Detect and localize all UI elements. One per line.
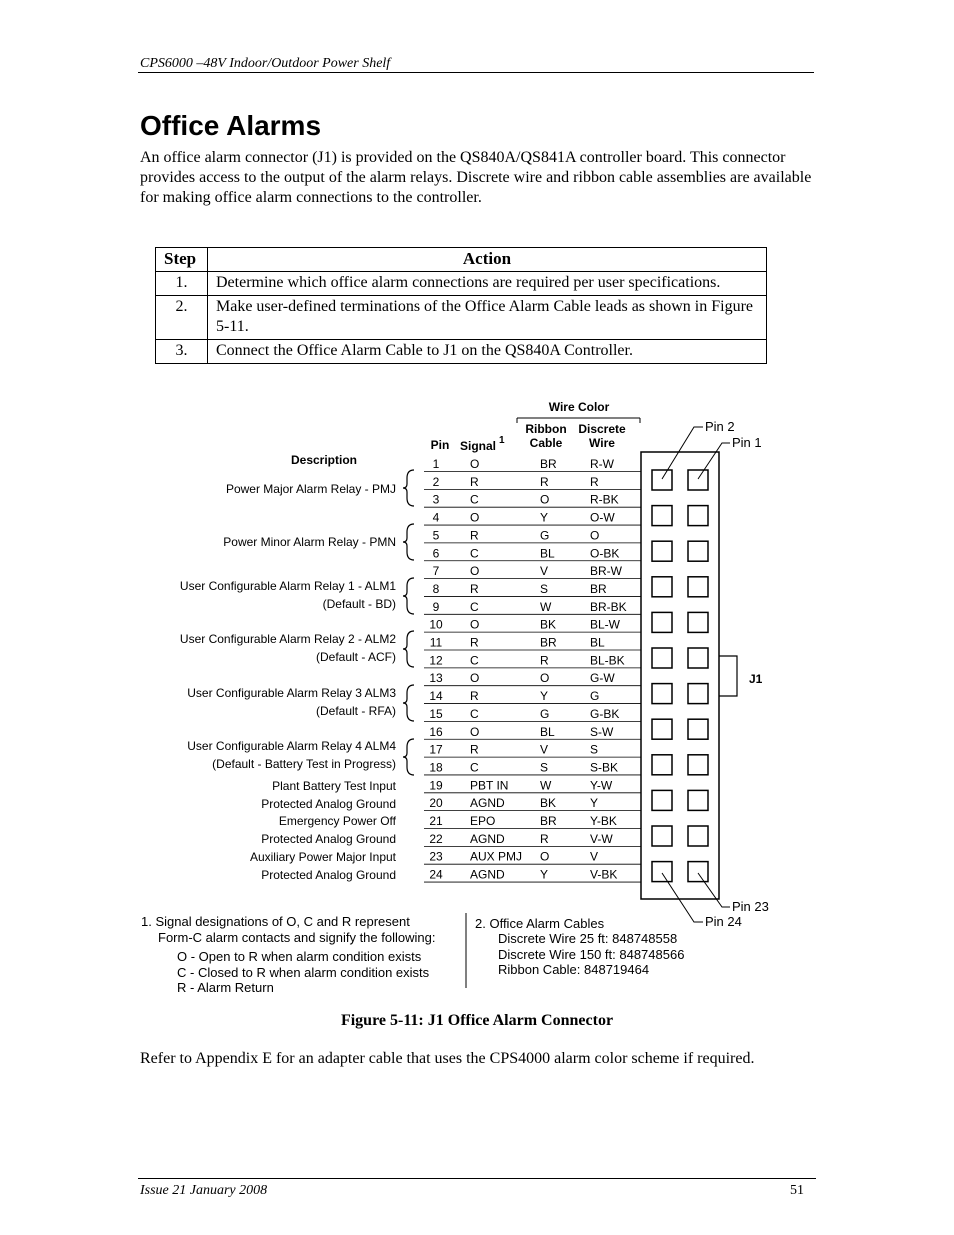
pin-signal: C xyxy=(470,546,479,561)
discrete-color: S-BK xyxy=(590,760,619,775)
pin24-label: Pin 24 xyxy=(705,914,742,929)
step-action: Determine which office alarm connections are required per user specifications. xyxy=(208,272,767,296)
group-desc-6: User Configurable Alarm Relay 4 ALM4 xyxy=(187,739,396,753)
step-number: 2. xyxy=(156,296,208,340)
page-number: 51 xyxy=(790,1183,804,1198)
note2-line3: Discrete Wire 150 ft: 848748566 xyxy=(498,947,685,962)
table-row xyxy=(424,760,641,775)
table-row xyxy=(424,564,641,579)
pin-number: 1 xyxy=(432,457,440,471)
note2-line4: Ribbon Cable: 848719464 xyxy=(498,962,650,977)
group-desc-2: Power Minor Alarm Relay - PMN xyxy=(223,535,396,549)
pin-number: 14 xyxy=(429,689,443,704)
note2-line2: Discrete Wire 25 ft: 848748558 xyxy=(498,931,678,946)
discrete-color: R-W xyxy=(590,457,614,471)
table-row xyxy=(424,743,641,758)
ribbon-color: S xyxy=(540,581,549,596)
connector-pin-odd xyxy=(688,684,708,704)
ribbon-color: BR xyxy=(540,814,557,828)
connector-pin-odd xyxy=(688,470,708,490)
signal-footnote-mark: 1 xyxy=(499,435,505,446)
pin-signal: AGND xyxy=(470,831,505,846)
connector-pin-odd xyxy=(688,577,708,597)
pin1-label: Pin 1 xyxy=(732,435,762,450)
j1-bracket xyxy=(719,656,737,696)
pin-number: 15 xyxy=(429,706,443,721)
ribbon-color: Y xyxy=(540,689,549,704)
pin-signal: R xyxy=(470,528,479,543)
pin-signal: O xyxy=(470,617,480,632)
pin-number: 12 xyxy=(429,653,443,668)
pin-signal: C xyxy=(470,760,479,775)
pin-number: 4 xyxy=(432,510,440,525)
ribbon-color: BR xyxy=(540,635,557,650)
intro-paragraph: An office alarm connector (J1) is provided on the QS840A/QS841A controller board. This connector provides access to the output of the alarm relays. Discrete wire and ribbon cable assemblies are available for making office alarm connections to the controller. xyxy=(140,149,812,206)
brace-pmj xyxy=(403,470,414,506)
discrete-color: G-W xyxy=(590,671,615,686)
discrete-color: BR-BK xyxy=(590,599,627,614)
step-number: 1. xyxy=(156,272,208,296)
group-desc-3-default: (Default - BD) xyxy=(322,597,396,611)
pin-number: 11 xyxy=(429,635,443,650)
pin1-leader xyxy=(698,443,730,479)
group-desc-3: User Configurable Alarm Relay 1 - ALM1 xyxy=(179,579,396,593)
discrete-color: R-BK xyxy=(590,492,619,507)
group-desc-5-default: (Default - RFA) xyxy=(315,704,396,718)
ribbon-header-2: Cable xyxy=(529,436,563,450)
pin-signal: R xyxy=(470,635,479,650)
connector-pin-even xyxy=(652,790,672,810)
table-row xyxy=(424,671,641,686)
pin-number: 24 xyxy=(429,867,443,882)
table-row xyxy=(424,868,641,883)
pin-signal: R xyxy=(470,689,479,704)
discrete-color: O-BK xyxy=(590,546,620,561)
pin-number: 20 xyxy=(429,796,443,811)
ribbon-color: S xyxy=(540,760,549,775)
closing-paragraph: Refer to Appendix E for an adapter cable that uses the CPS4000 alarm color scheme if required. xyxy=(140,1050,755,1067)
table-row xyxy=(424,689,641,704)
pin23-leader xyxy=(698,873,730,907)
footer-rule xyxy=(138,1178,816,1179)
group-desc-1: Power Major Alarm Relay - PMJ xyxy=(225,482,396,496)
pin-signal: C xyxy=(470,706,479,721)
pin-number: 10 xyxy=(429,617,443,632)
desc-pin-19: Plant Battery Test Input xyxy=(272,779,396,793)
pin23-label: Pin 23 xyxy=(732,899,769,914)
connector-pin-odd xyxy=(688,648,708,668)
pin-number: 9 xyxy=(432,599,440,614)
ribbon-color: R xyxy=(540,831,549,846)
ribbon-color: V xyxy=(540,742,549,757)
connector-pin-even xyxy=(652,755,672,775)
pin-signal: R xyxy=(470,474,479,489)
note1-line3: O - Open to R when alarm condition exists xyxy=(177,949,422,964)
discrete-color: O xyxy=(590,528,600,543)
pin-signal: C xyxy=(470,599,479,614)
pin-number: 5 xyxy=(432,528,440,543)
table-row xyxy=(424,653,641,668)
discrete-color: BR-W xyxy=(590,564,622,579)
brace-alm2 xyxy=(403,631,414,667)
pin-signal: R xyxy=(470,581,479,596)
desc-pin-20: Protected Analog Ground xyxy=(261,797,396,811)
table-row xyxy=(424,457,641,472)
discrete-color: Y-BK xyxy=(590,814,617,828)
signal-header: Signal xyxy=(460,439,497,453)
step-number: 3. xyxy=(156,340,208,364)
connector-pin-even xyxy=(652,826,672,846)
pin-number: 23 xyxy=(429,849,443,864)
ribbon-color: BL xyxy=(540,546,555,561)
discrete-color: S xyxy=(590,742,599,757)
brace-pmn xyxy=(403,524,414,560)
action-header: Action xyxy=(208,248,767,272)
desc-pin-21: Emergency Power Off xyxy=(278,814,396,828)
pin-number: 22 xyxy=(429,831,443,846)
footer-issue: Issue 21 January 2008 xyxy=(140,1183,268,1198)
table-row xyxy=(424,493,641,508)
pin-squares xyxy=(652,470,708,882)
discrete-color: BR xyxy=(590,581,607,596)
pin-signal: AUX PMJ xyxy=(470,849,523,864)
connector-pin-odd xyxy=(688,612,708,632)
note1-line4: C - Closed to R when alarm condition exists xyxy=(177,965,430,980)
table-row xyxy=(424,511,641,526)
table-row xyxy=(424,850,641,865)
note1-line2: Form-C alarm contacts and signify the following: xyxy=(158,930,436,945)
discrete-color: S-W xyxy=(590,724,614,739)
pin-number: 6 xyxy=(432,546,440,561)
ribbon-color: O xyxy=(540,492,550,507)
table-row xyxy=(424,778,641,793)
pin2-label: Pin 2 xyxy=(705,419,735,434)
desc-pin-22: Protected Analog Ground xyxy=(261,832,396,846)
ribbon-color: R xyxy=(540,653,549,668)
pin-number: 13 xyxy=(429,671,443,686)
pin-signal: PBT IN xyxy=(470,778,509,793)
connector-pin-even xyxy=(652,612,672,632)
table-row xyxy=(424,528,641,543)
ribbon-color: V xyxy=(540,564,549,579)
pin-number: 3 xyxy=(432,492,440,507)
connector-pin-odd xyxy=(688,719,708,739)
brace-alm1 xyxy=(403,578,414,614)
figure-caption: Figure 5-11: J1 Office Alarm Connector xyxy=(340,1012,614,1029)
discrete-color: V xyxy=(590,849,599,864)
discrete-header-1: Discrete xyxy=(578,422,626,436)
pin-rows xyxy=(424,457,641,882)
discrete-color: BL-BK xyxy=(590,653,625,668)
ribbon-color: W xyxy=(540,599,552,614)
wire-color-header: Wire Color xyxy=(548,400,610,414)
connector-pin-even xyxy=(652,719,672,739)
group-desc-4: User Configurable Alarm Relay 2 - ALM2 xyxy=(179,632,396,646)
discrete-color: Y xyxy=(590,796,599,811)
table-row xyxy=(424,832,641,847)
pin-signal: R xyxy=(470,742,479,757)
connector-pin-even xyxy=(652,541,672,561)
connector-pin-odd xyxy=(688,755,708,775)
table-row xyxy=(424,546,641,561)
step-header: Step xyxy=(156,248,208,272)
table-row xyxy=(424,582,641,597)
table-row xyxy=(424,796,641,811)
discrete-color: V-W xyxy=(590,831,613,846)
ribbon-color: O xyxy=(540,671,550,686)
pin-number: 18 xyxy=(429,760,443,775)
connector-pin-even xyxy=(652,506,672,526)
note1-line1: 1. Signal designations of O, C and R represent xyxy=(141,914,410,929)
table-row xyxy=(424,814,641,829)
group-desc-4-default: (Default - ACF) xyxy=(315,650,396,664)
ribbon-header-1: Ribbon xyxy=(525,422,567,436)
discrete-color: R xyxy=(590,474,599,489)
ribbon-color: W xyxy=(540,778,552,793)
ribbon-color: O xyxy=(540,849,550,864)
discrete-color: BL-W xyxy=(590,617,620,632)
pin-header: Pin xyxy=(430,438,450,452)
ribbon-color: G xyxy=(540,706,550,721)
j1-label: J1 xyxy=(749,672,763,686)
pin-signal: O xyxy=(470,671,480,686)
connector-pin-odd xyxy=(688,790,708,810)
connector-pin-even xyxy=(652,648,672,668)
table-row xyxy=(424,636,641,651)
pin-signal: O xyxy=(470,724,480,739)
note2-line1: 2. Office Alarm Cables xyxy=(475,916,605,931)
running-header: CPS6000 –48V Indoor/Outdoor Power Shelf xyxy=(140,56,391,71)
connector-pin-even xyxy=(652,862,672,882)
discrete-color: G-BK xyxy=(590,706,620,721)
pin-signal: O xyxy=(470,457,480,471)
connector-pin-odd xyxy=(688,862,708,882)
pin-signal: C xyxy=(470,653,479,668)
brace-alm4 xyxy=(403,739,414,775)
discrete-color: Y-W xyxy=(590,778,613,793)
pin-number: 7 xyxy=(432,564,440,579)
pin-number: 19 xyxy=(429,778,443,793)
discrete-color: BL xyxy=(590,635,605,650)
group-desc-6-default: (Default - Battery Test in Progress) xyxy=(212,757,396,771)
pin-signal: O xyxy=(470,510,480,525)
connector-pin-odd xyxy=(688,826,708,846)
pin-number: 21 xyxy=(429,814,443,828)
pin-number: 2 xyxy=(432,474,440,489)
discrete-color: G xyxy=(590,689,600,704)
step-action: Connect the Office Alarm Cable to J1 on the QS840A Controller. xyxy=(208,340,767,364)
pin-signal: AGND xyxy=(470,867,505,882)
pin-number: 8 xyxy=(432,581,440,596)
pin-signal: O xyxy=(470,564,480,579)
ribbon-color: BR xyxy=(540,457,557,471)
connector-pin-odd xyxy=(688,506,708,526)
table-row xyxy=(424,475,641,490)
note1-line5: R - Alarm Return xyxy=(177,980,274,995)
ribbon-color: R xyxy=(540,474,549,489)
brace-alm3 xyxy=(403,685,414,721)
group-desc-5: User Configurable Alarm Relay 3 ALM3 xyxy=(187,686,396,700)
ribbon-color: G xyxy=(540,528,550,543)
connector-pin-odd xyxy=(688,541,708,561)
table-row xyxy=(424,600,641,615)
connector-pin-even xyxy=(652,470,672,490)
ribbon-color: BL xyxy=(540,724,555,739)
step-action: Make user-defined terminations of the Office Alarm Cable leads as shown in Figure 5-11. xyxy=(208,296,767,340)
pin-signal: AGND xyxy=(470,796,505,811)
ribbon-color: BK xyxy=(540,796,557,811)
pin24-leader xyxy=(662,873,703,922)
pin-signal: EPO xyxy=(470,814,496,828)
connector-pin-even xyxy=(652,684,672,704)
table-row xyxy=(424,707,641,722)
desc-pin-24: Protected Analog Ground xyxy=(261,868,396,882)
ribbon-color: Y xyxy=(540,867,549,882)
description-header: Description xyxy=(290,453,358,467)
ribbon-color: Y xyxy=(540,510,549,525)
ribbon-color: BK xyxy=(540,617,557,632)
discrete-header-2: Wire xyxy=(589,436,615,450)
pin-signal: C xyxy=(470,492,479,507)
pin-number: 16 xyxy=(429,724,443,739)
discrete-color: O-W xyxy=(590,510,615,525)
table-row xyxy=(424,618,641,633)
pin-number: 17 xyxy=(429,742,443,757)
table-row xyxy=(424,725,641,740)
discrete-color: V-BK xyxy=(590,867,618,882)
pin2-leader xyxy=(662,427,703,479)
connector-pin-even xyxy=(652,577,672,597)
page-title: Office Alarms xyxy=(140,110,322,141)
desc-pin-23: Auxiliary Power Major Input xyxy=(249,850,396,864)
